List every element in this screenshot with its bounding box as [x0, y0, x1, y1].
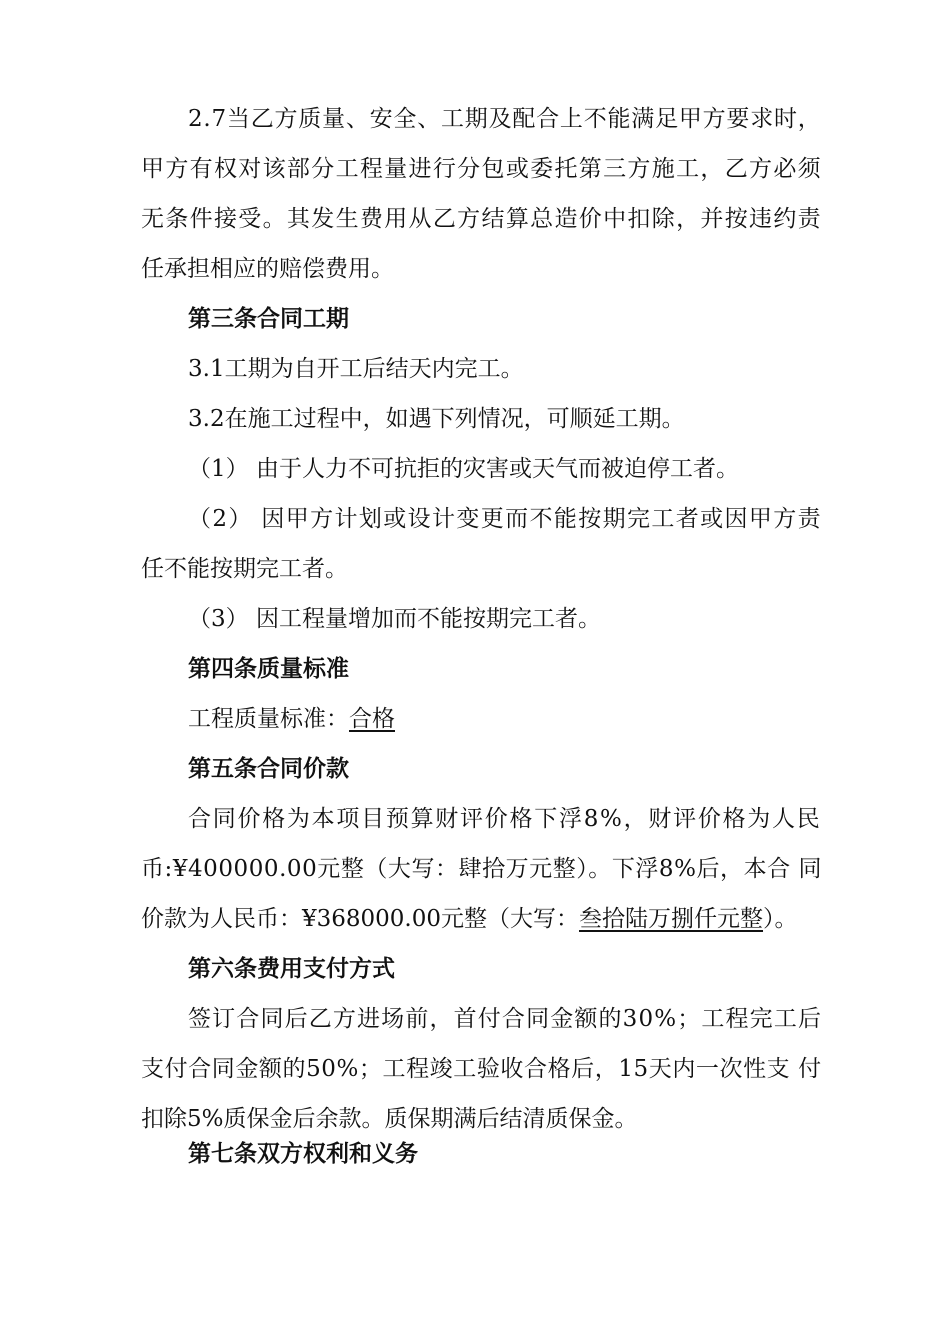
- section-3-heading: 第三条合同工期: [188, 305, 349, 332]
- payment-line-2: 支付合同金额的50%；工程竣工验收合格后，15天内一次性支 付: [141, 1056, 822, 1082]
- quality-standard-label: 工程质量标准：: [188, 706, 349, 732]
- section-4-heading: 第四条质量标准: [188, 655, 349, 682]
- paragraph-3-1: 3.1工期为自开工后结天内完工。: [188, 356, 524, 382]
- contract-price-line-2: 币:¥400000.00元整（大写：肆拾万元整）。下浮8%后，本合 同: [141, 856, 823, 882]
- contract-price-line-3-prefix: 价款为人民币：¥368000.00元整（大写：: [141, 906, 580, 932]
- contract-price-line-3: [141, 904, 798, 934]
- list-item-1: （1） 由于人力不可抗拒的灾害或天气而被迫停工者。: [188, 456, 739, 482]
- section-6-heading: 第六条费用支付方式: [188, 955, 395, 982]
- quality-standard-line: [188, 704, 395, 734]
- payment-line-3: 扣除5%质保金后余款。质保期满后结清质保金。: [141, 1106, 638, 1132]
- paragraph-2-7-line-2: 甲方有权对该部分工程量进行分包或委托第三方施工，乙方必须: [141, 156, 822, 182]
- list-item-2-line-1: （2） 因甲方计划或设计变更而不能按期完工者或因甲方责: [188, 506, 822, 532]
- quality-standard-value: 合格: [349, 706, 395, 732]
- section-5-heading: 第五条合同价款: [188, 755, 349, 782]
- paragraph-2-7-line-3: 无条件接受。其发生费用从乙方结算总造价中扣除，并按违约责: [141, 206, 822, 232]
- contract-price-line-1: 合同价格为本项目预算财评价格下浮8%，财评价格为人民: [188, 806, 822, 832]
- contract-price-amount-words: 叁拾陆万捌仟元整: [579, 906, 764, 932]
- contract-price-line-3-suffix: ）。: [763, 906, 798, 932]
- paragraph-2-7-line-1: 2.7当乙方质量、安全、工期及配合上不能满足甲方要求时，: [188, 106, 822, 132]
- section-7-heading: 第七条双方权利和义务: [188, 1140, 418, 1167]
- list-item-3: （3） 因工程量增加而不能按期完工者。: [188, 606, 601, 632]
- paragraph-2-7-line-4: 任承担相应的赔偿费用。: [141, 256, 394, 282]
- paragraph-3-2: 3.2在施工过程中，如遇下列情况，可顺延工期。: [188, 406, 685, 432]
- list-item-2-line-2: 任不能按期完工者。: [141, 556, 348, 582]
- payment-line-1: 签订合同后乙方进场前，首付合同金额的30%；工程完工后: [188, 1006, 823, 1032]
